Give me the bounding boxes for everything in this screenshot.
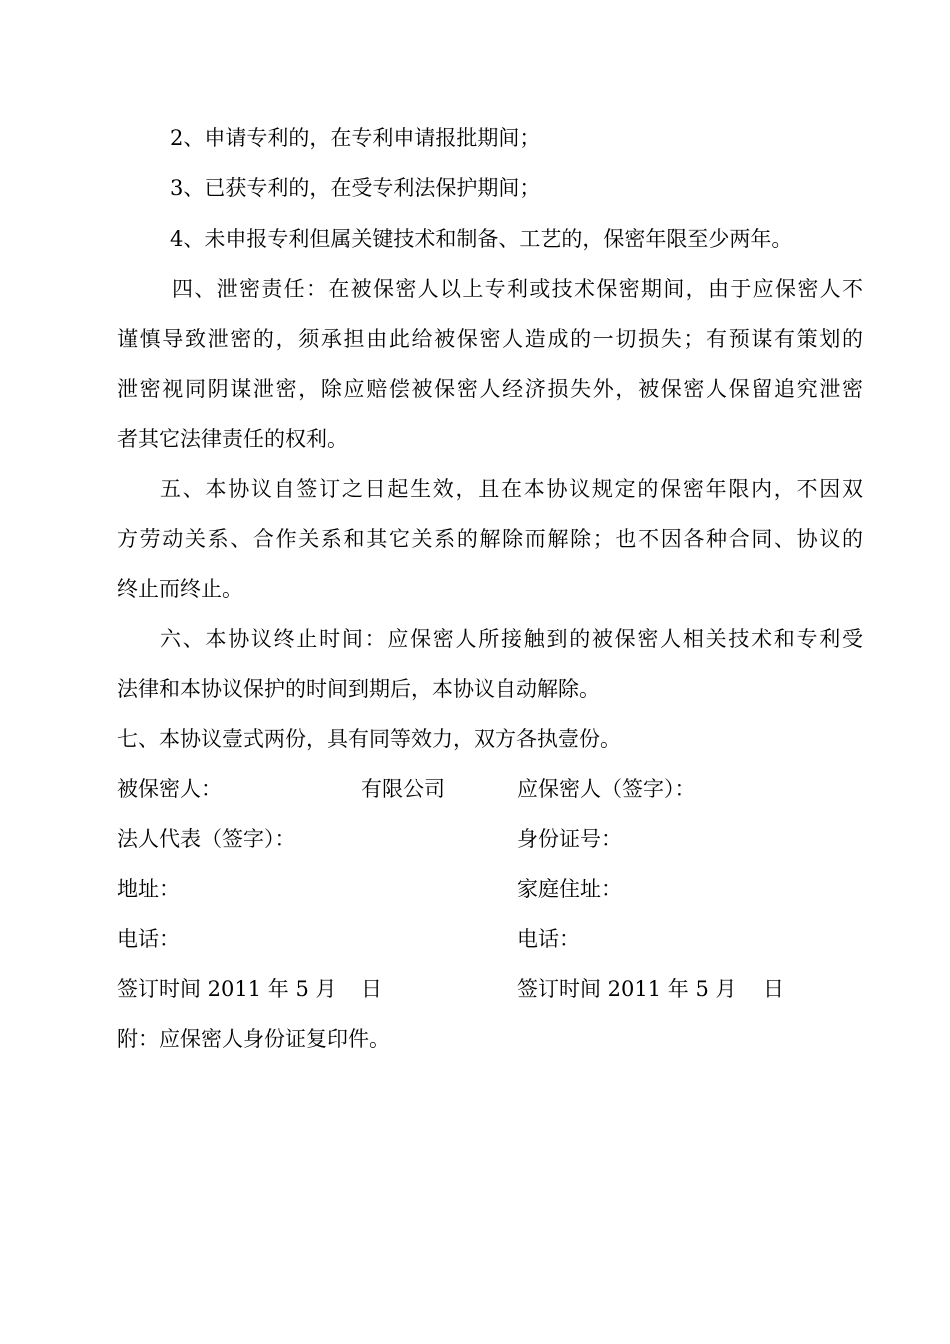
left-sign-date: 签订时间 2011 年 5 月 (117, 977, 337, 1001)
right-sign-day: 日 (763, 977, 784, 1001)
section-4-line-4: 者其它法律责任的权利。 (117, 427, 348, 451)
section-4-line-2: 谨慎导致泄密的，须承担由此给被保密人造成的一切损失；有预谋有策划的 (117, 327, 863, 351)
section-4-line-3: 泄密视同阴谋泄密，除应赔偿被保密人经济损失外，被保密人保留追究泄密 (117, 377, 863, 401)
section-4-line-1: 四、泄密责任：在被保密人以上专利或技术保密期间，由于应保密人不 (172, 277, 863, 301)
section-6-line-2: 法律和本协议保护的时间到期后，本协议自动解除。 (117, 677, 600, 701)
section-5-line-3: 终止而终止。 (117, 577, 243, 601)
clause-item-3: 3、已获专利的，在受专利法保护期间； (170, 176, 541, 200)
left-phone-label: 电话： (117, 927, 180, 951)
attachment-note: 附：应保密人身份证复印件。 (117, 1027, 390, 1051)
id-number-label: 身份证号： (517, 827, 622, 851)
section-6-line-1: 六、本协议终止时间：应保密人所接触到的被保密人相关技术和专利受 (160, 627, 863, 651)
section-5-line-1: 五、本协议自签订之日起生效，且在本协议规定的保密年限内，不因双 (160, 477, 863, 501)
clause-item-2: 2、申请专利的，在专利申请报批期间； (170, 126, 541, 150)
protected-party-label: 被保密人： (117, 777, 222, 801)
section-7: 七、本协议壹式两份，具有同等效力，双方各执壹份。 (117, 727, 621, 751)
obligor-signature-label: 应保密人（签字）： (517, 777, 696, 801)
right-phone-label: 电话： (517, 927, 580, 951)
left-sign-day: 日 (361, 977, 382, 1001)
right-sign-date: 签订时间 2011 年 5 月 (517, 977, 737, 1001)
clause-item-4: 4、未申报专利但属关键技术和制备、工艺的，保密年限至少两年。 (170, 227, 793, 251)
company-name: 有限公司 (361, 777, 445, 801)
legal-representative-label: 法人代表（签字）： (117, 827, 296, 851)
section-5-line-2: 方劳动关系、合作关系和其它关系的解除而解除；也不因各种合同、协议的 (117, 527, 863, 551)
home-address-label: 家庭住址： (517, 877, 622, 901)
address-label: 地址： (117, 877, 180, 901)
